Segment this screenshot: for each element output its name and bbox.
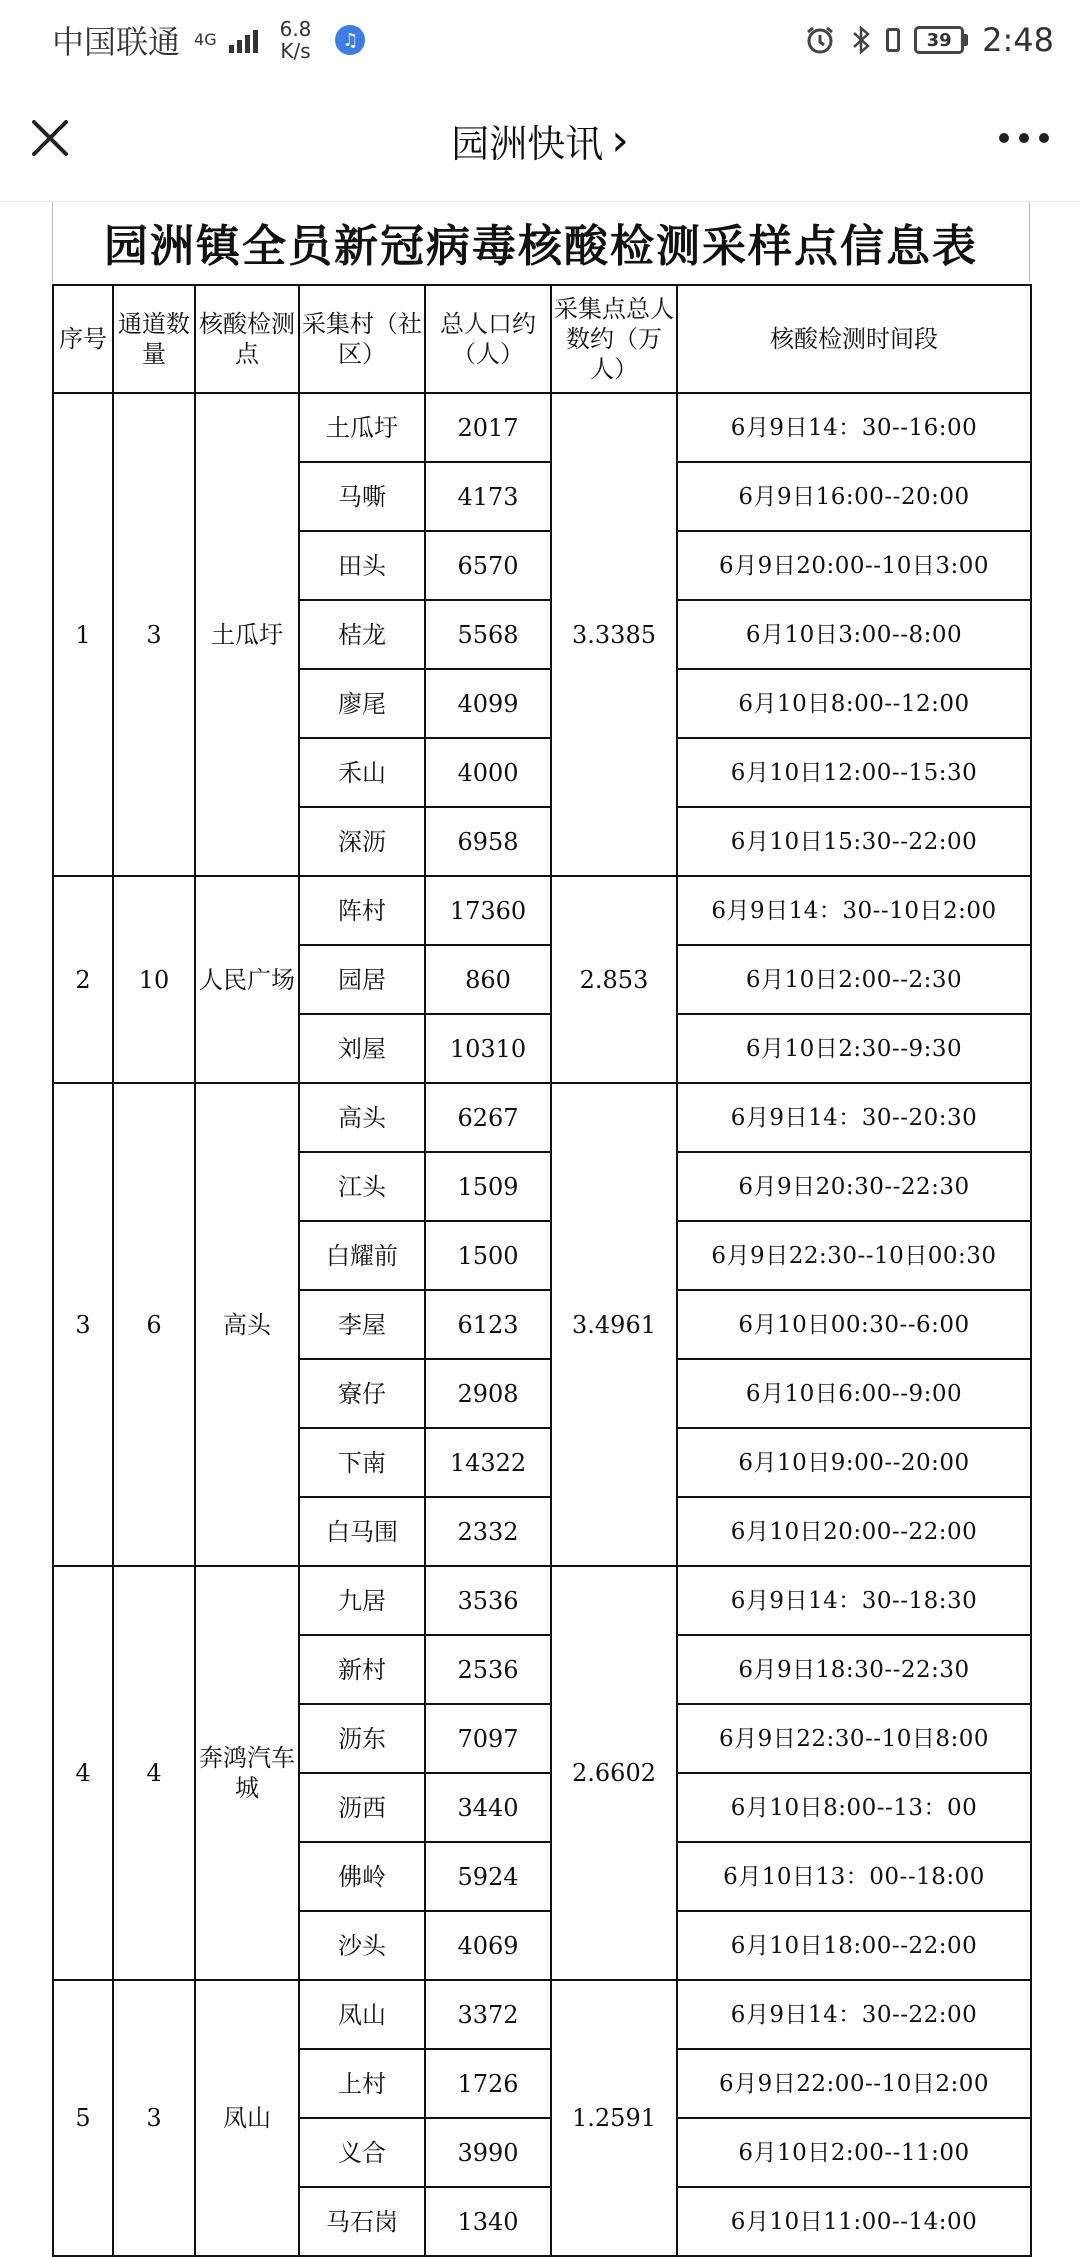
cell-village: 桔龙 [299,600,425,669]
cell-time: 6月10日8:00--12:00 [677,669,1031,738]
nav-bar [0,80,1080,202]
cell-village: 土瓜圩 [299,393,425,462]
cell-village: 高头 [299,1083,425,1152]
network-type: 4G [194,30,217,49]
cell-channels: 4 [113,1566,195,1980]
network-speed: 6.8 K/s [279,17,312,63]
vibrate-icon [886,28,900,52]
cell-time: 6月10日3:00--8:00 [677,600,1031,669]
cell-time: 6月10日12:00--15:30 [677,738,1031,807]
carrier-name: 中国联通 [52,23,181,61]
cell-total: 3.3385 [551,393,677,876]
cell-site: 人民广场 [195,876,299,1083]
cell-no: 1 [53,393,113,876]
table-row [53,393,1031,462]
cell-time: 6月10日11:00--14:00 [677,2187,1031,2256]
cell-time: 6月10日6:00--9:00 [677,1359,1031,1428]
cell-population: 4000 [425,738,551,807]
cell-village: 马石岗 [299,2187,425,2256]
cell-time: 6月9日14：30--16:00 [677,393,1031,462]
table-row [53,1566,1031,1635]
cell-village: 佛岭 [299,1842,425,1911]
cell-village: 田头 [299,531,425,600]
clock: 2:48 [982,21,1054,59]
header-no: 序号 [53,285,113,393]
table-row [53,876,1031,945]
header-total: 采集点总人数约（万人） [551,285,677,393]
cell-population: 4099 [425,669,551,738]
cell-population: 5924 [425,1842,551,1911]
cell-village: 马嘶 [299,462,425,531]
cell-channels: 10 [113,876,195,1083]
more-icon[interactable] [996,116,1052,160]
cell-population: 4173 [425,462,551,531]
cell-population: 3536 [425,1566,551,1635]
cell-no: 5 [53,1980,113,2256]
cell-time: 6月9日20:30--22:30 [677,1152,1031,1221]
cell-time: 6月10日2:00--2:30 [677,945,1031,1014]
cell-village: 沙头 [299,1911,425,1980]
cell-time: 6月9日22:00--10日2:00 [677,2049,1031,2118]
battery-icon: 39 [914,26,968,54]
cell-village: 义合 [299,2118,425,2187]
header-time: 核酸检测时间段 [677,285,1031,393]
cell-population: 1726 [425,2049,551,2118]
cell-channels: 6 [113,1083,195,1566]
cell-site: 凤山 [195,1980,299,2256]
nav-title: 园洲快讯 [451,122,604,166]
cell-channels: 3 [113,393,195,876]
cell-time: 6月10日8:00--13：00 [677,1773,1031,1842]
cell-population: 2017 [425,393,551,462]
cell-village: 深沥 [299,807,425,876]
cell-village: 廖尾 [299,669,425,738]
cell-population: 3372 [425,1980,551,2049]
cell-site: 奔鸿汽车城 [195,1566,299,1980]
cell-population: 2536 [425,1635,551,1704]
cell-population: 1500 [425,1221,551,1290]
cell-population: 6958 [425,807,551,876]
cell-village: 江头 [299,1152,425,1221]
cell-time: 6月9日14：30--10日2:00 [677,876,1031,945]
cell-village: 园居 [299,945,425,1014]
cell-time: 6月9日18:30--22:30 [677,1635,1031,1704]
cell-population: 6570 [425,531,551,600]
cell-time: 6月9日22:30--10日00:30 [677,1221,1031,1290]
cell-total: 2.6602 [551,1566,677,1980]
cell-no: 2 [53,876,113,1083]
cell-village: 九居 [299,1566,425,1635]
cell-time: 6月10日20:00--22:00 [677,1497,1031,1566]
cell-village: 凤山 [299,1980,425,2049]
cell-population: 1509 [425,1152,551,1221]
cell-time: 6月9日14：30--20:30 [677,1083,1031,1152]
alarm-icon [804,24,836,56]
close-icon[interactable] [28,116,72,160]
table-row [53,1980,1031,2049]
cell-population: 2332 [425,1497,551,1566]
cell-site: 高头 [195,1083,299,1566]
cell-time: 6月10日00:30--6:00 [677,1290,1031,1359]
signal-icon [229,27,258,53]
table-header-row [53,285,1031,393]
cell-population: 5568 [425,600,551,669]
cell-no: 4 [53,1566,113,1980]
table-row [53,1083,1031,1152]
cell-time: 6月10日2:00--11:00 [677,2118,1031,2187]
account-title-link[interactable] [451,113,629,168]
cell-total: 2.853 [551,876,677,1083]
cell-time: 6月10日13：00--18:00 [677,1842,1031,1911]
cell-village: 白马围 [299,1497,425,1566]
cell-village: 下南 [299,1428,425,1497]
cell-population: 17360 [425,876,551,945]
cell-population: 14322 [425,1428,551,1497]
cell-population: 1340 [425,2187,551,2256]
cell-population: 10310 [425,1014,551,1083]
table-title: 园洲镇全员新冠病毒核酸检测采样点信息表 [52,202,1030,282]
cell-village: 白耀前 [299,1221,425,1290]
bluetooth-icon [850,24,872,56]
cell-village: 沥东 [299,1704,425,1773]
cell-channels: 3 [113,1980,195,2256]
cell-village: 李屋 [299,1290,425,1359]
cell-site: 土瓜圩 [195,393,299,876]
cell-total: 3.4961 [551,1083,677,1566]
cell-time: 6月9日14：30--18:30 [677,1566,1031,1635]
chevron-right-icon: › [611,114,629,166]
header-population: 总人口约（人） [425,285,551,393]
cell-time: 6月9日16:00--20:00 [677,462,1031,531]
cell-population: 3440 [425,1773,551,1842]
cell-population: 6267 [425,1083,551,1152]
cell-village: 寮仔 [299,1359,425,1428]
cell-time: 6月9日14：30--22:00 [677,1980,1031,2049]
cell-time: 6月9日22:30--10日8:00 [677,1704,1031,1773]
cell-population: 860 [425,945,551,1014]
cell-time: 6月9日20:00--10日3:00 [677,531,1031,600]
cell-village: 禾山 [299,738,425,807]
cell-total: 1.2591 [551,1980,677,2256]
cell-village: 阵村 [299,876,425,945]
cell-population: 7097 [425,1704,551,1773]
cell-population: 6123 [425,1290,551,1359]
cell-time: 6月10日9:00--20:00 [677,1428,1031,1497]
cell-population: 4069 [425,1911,551,1980]
header-site: 核酸检测点 [195,285,299,393]
header-village: 采集村（社区） [299,285,425,393]
status-bar [0,0,1080,80]
sampling-site-table [52,284,1032,2257]
cell-no: 3 [53,1083,113,1566]
music-icon: ♫ [335,25,365,55]
cell-population: 3990 [425,2118,551,2187]
cell-time: 6月10日18:00--22:00 [677,1911,1031,1980]
cell-village: 上村 [299,2049,425,2118]
cell-village: 刘屋 [299,1014,425,1083]
cell-time: 6月10日2:30--9:30 [677,1014,1031,1083]
cell-population: 2908 [425,1359,551,1428]
cell-time: 6月10日15:30--22:00 [677,807,1031,876]
cell-village: 沥西 [299,1773,425,1842]
header-channels: 通道数量 [113,285,195,393]
cell-village: 新村 [299,1635,425,1704]
